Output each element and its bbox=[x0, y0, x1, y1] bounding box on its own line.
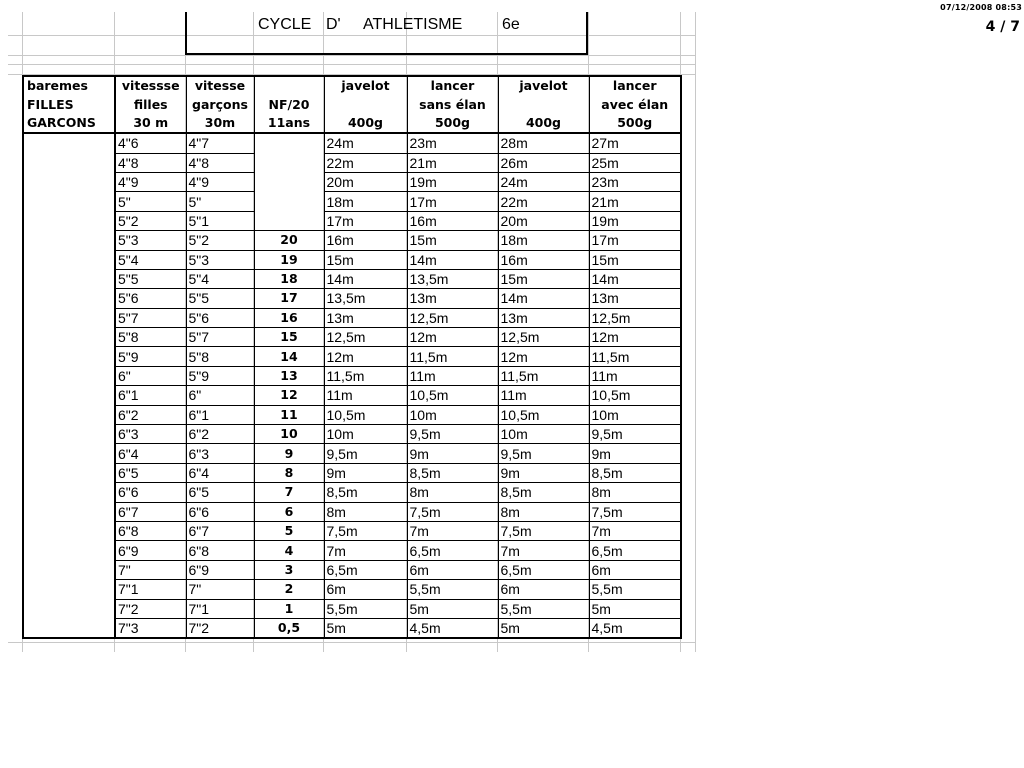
javelin-400-header: javelot bbox=[324, 76, 407, 95]
table-cell: 21m bbox=[407, 153, 498, 172]
table-cell: 7,5m bbox=[324, 521, 407, 540]
header-row bbox=[23, 95, 681, 113]
table-cell: 15m bbox=[407, 231, 498, 250]
table-cell: 18m bbox=[324, 192, 407, 211]
table-cell: 6"9 bbox=[115, 541, 186, 560]
table-cell: 4"9 bbox=[115, 172, 186, 191]
table-cell: 5,5m bbox=[498, 599, 589, 618]
title-athletisme: ATHLETISME bbox=[363, 16, 463, 33]
table-cell: 5"5 bbox=[186, 289, 254, 308]
table-cell: 6"1 bbox=[186, 405, 254, 424]
table-cell bbox=[23, 599, 115, 618]
table-cell: 9 bbox=[254, 444, 324, 463]
throw-no-runup-header: lancer bbox=[407, 76, 498, 95]
table-cell: 6"3 bbox=[186, 444, 254, 463]
table-row bbox=[23, 172, 681, 191]
table-cell: 0,5 bbox=[254, 618, 324, 638]
table-cell: 13,5m bbox=[324, 289, 407, 308]
table-cell: 6"4 bbox=[115, 444, 186, 463]
table-cell: 5"4 bbox=[115, 250, 186, 269]
table-cell: 10,5m bbox=[324, 405, 407, 424]
table-row bbox=[23, 502, 681, 521]
table-cell bbox=[23, 133, 115, 153]
table-cell: 4"6 bbox=[115, 133, 186, 153]
table-cell: 6"2 bbox=[186, 425, 254, 444]
speed-boys-header: garçons bbox=[186, 95, 254, 113]
table-cell: 7" bbox=[186, 580, 254, 599]
throw-runup-header: avec élan bbox=[589, 95, 681, 113]
table-cell bbox=[254, 153, 324, 172]
table-row bbox=[23, 328, 681, 347]
table-row bbox=[23, 211, 681, 230]
table-cell: 15m bbox=[589, 250, 681, 269]
table-row bbox=[23, 153, 681, 172]
table-cell: 18m bbox=[498, 231, 589, 250]
title-cycle: CYCLE bbox=[258, 16, 312, 33]
table-cell: 7m bbox=[498, 541, 589, 560]
table-cell bbox=[254, 133, 324, 153]
table-row bbox=[23, 192, 681, 211]
table-cell bbox=[23, 502, 115, 521]
table-cell: 7" bbox=[115, 560, 186, 579]
table-row bbox=[23, 366, 681, 385]
table-cell: 6"8 bbox=[115, 521, 186, 540]
table-cell: 16m bbox=[407, 211, 498, 230]
table-cell: 11,5m bbox=[498, 366, 589, 385]
table-cell: 9,5m bbox=[324, 444, 407, 463]
table-cell: 12,5m bbox=[407, 308, 498, 327]
table-cell: 13,5m bbox=[407, 269, 498, 288]
table-cell: 22m bbox=[324, 153, 407, 172]
table-cell bbox=[23, 521, 115, 540]
throw-runup-header: 500g bbox=[589, 114, 681, 133]
throw-runup-header: lancer bbox=[589, 76, 681, 95]
table-row bbox=[23, 599, 681, 618]
title-d: D' bbox=[326, 16, 341, 33]
table-cell: 13 bbox=[254, 366, 324, 385]
table-row bbox=[23, 250, 681, 269]
table-cell: 8,5m bbox=[589, 463, 681, 482]
table-cell: 6"8 bbox=[186, 541, 254, 560]
table-row bbox=[23, 541, 681, 560]
table-cell: 5"3 bbox=[115, 231, 186, 250]
table-cell: 9,5m bbox=[589, 425, 681, 444]
table-row bbox=[23, 425, 681, 444]
table-cell: 14m bbox=[589, 269, 681, 288]
table-cell: 6"6 bbox=[186, 502, 254, 521]
table-row bbox=[23, 483, 681, 502]
table-cell: 11m bbox=[324, 386, 407, 405]
table-row bbox=[23, 133, 681, 153]
table-cell: 5"6 bbox=[115, 289, 186, 308]
table-cell: 5"9 bbox=[115, 347, 186, 366]
table-cell: 6"5 bbox=[186, 483, 254, 502]
throw-no-runup-header: sans élan bbox=[407, 95, 498, 113]
table-cell: 20m bbox=[498, 211, 589, 230]
table-cell: 23m bbox=[589, 172, 681, 191]
javelin-400-runup-header bbox=[498, 95, 589, 113]
table-cell: 7,5m bbox=[498, 521, 589, 540]
table-cell bbox=[23, 192, 115, 211]
table-cell: 6m bbox=[498, 580, 589, 599]
table-cell: 7,5m bbox=[407, 502, 498, 521]
table-cell: 11,5m bbox=[589, 347, 681, 366]
table-cell bbox=[23, 250, 115, 269]
table-cell bbox=[23, 386, 115, 405]
table-cell: 19 bbox=[254, 250, 324, 269]
table-cell bbox=[23, 172, 115, 191]
table-cell: 9m bbox=[407, 444, 498, 463]
table-cell: 10m bbox=[324, 425, 407, 444]
table-cell bbox=[23, 153, 115, 172]
table-cell bbox=[23, 483, 115, 502]
table-cell: 14m bbox=[324, 269, 407, 288]
table-cell: 11,5m bbox=[324, 366, 407, 385]
table-cell: 10 bbox=[254, 425, 324, 444]
table-cell: 20 bbox=[254, 231, 324, 250]
table-cell: 16m bbox=[498, 250, 589, 269]
baremes-column-header: GARCONS bbox=[23, 114, 115, 133]
table-cell bbox=[23, 231, 115, 250]
table-cell: 6m bbox=[324, 580, 407, 599]
table-cell: 7m bbox=[407, 521, 498, 540]
table-cell: 5"4 bbox=[186, 269, 254, 288]
table-cell: 5"7 bbox=[186, 328, 254, 347]
table-cell: 5"2 bbox=[186, 231, 254, 250]
speed-girls-header: filles bbox=[115, 95, 186, 113]
table-cell: 5m bbox=[498, 618, 589, 638]
table-cell bbox=[23, 405, 115, 424]
table-cell: 21m bbox=[589, 192, 681, 211]
table-cell: 5"2 bbox=[115, 211, 186, 230]
table-cell: 5"1 bbox=[186, 211, 254, 230]
table-row bbox=[23, 521, 681, 540]
table-cell: 7m bbox=[324, 541, 407, 560]
table-cell: 7"3 bbox=[115, 618, 186, 638]
table-cell bbox=[23, 269, 115, 288]
table-cell: 10,5m bbox=[407, 386, 498, 405]
table-cell: 6"6 bbox=[115, 483, 186, 502]
table-cell: 6"3 bbox=[115, 425, 186, 444]
table-cell: 10,5m bbox=[498, 405, 589, 424]
table-cell: 4,5m bbox=[407, 618, 498, 638]
table-cell: 15m bbox=[498, 269, 589, 288]
table-cell: 1 bbox=[254, 599, 324, 618]
table-cell: 11m bbox=[589, 366, 681, 385]
title-grade: 6e bbox=[502, 16, 520, 33]
table-cell bbox=[23, 366, 115, 385]
table-cell: 13m bbox=[589, 289, 681, 308]
table-cell: 4"8 bbox=[115, 153, 186, 172]
table-cell: 7"1 bbox=[115, 580, 186, 599]
table-cell: 6"9 bbox=[186, 560, 254, 579]
table-cell: 28m bbox=[498, 133, 589, 153]
scoring-table bbox=[22, 75, 682, 639]
table-cell: 4"7 bbox=[186, 133, 254, 153]
table-row bbox=[23, 405, 681, 424]
table-cell: 26m bbox=[498, 153, 589, 172]
table-cell: 7"1 bbox=[186, 599, 254, 618]
header-row bbox=[23, 76, 681, 95]
table-cell: 5m bbox=[589, 599, 681, 618]
table-cell: 7"2 bbox=[186, 618, 254, 638]
table-cell bbox=[254, 192, 324, 211]
table-cell: 12m bbox=[498, 347, 589, 366]
table-cell: 6"4 bbox=[186, 463, 254, 482]
table-cell: 6"5 bbox=[115, 463, 186, 482]
table-cell: 4"8 bbox=[186, 153, 254, 172]
baremes-column-header: FILLES bbox=[23, 95, 115, 113]
table-cell: 24m bbox=[324, 133, 407, 153]
table-cell: 5 bbox=[254, 521, 324, 540]
table-row bbox=[23, 560, 681, 579]
javelin-400-runup-header: javelot bbox=[498, 76, 589, 95]
page-number: 4 / 7 bbox=[985, 19, 1020, 35]
table-cell: 5"8 bbox=[115, 328, 186, 347]
table-cell: 25m bbox=[589, 153, 681, 172]
table-cell: 12 bbox=[254, 386, 324, 405]
table-cell: 12,5m bbox=[498, 328, 589, 347]
table-cell: 10,5m bbox=[589, 386, 681, 405]
table-row bbox=[23, 269, 681, 288]
table-cell: 6"7 bbox=[186, 521, 254, 540]
speed-boys-header: vitesse bbox=[186, 76, 254, 95]
table-cell: 7 bbox=[254, 483, 324, 502]
table-cell: 15m bbox=[324, 250, 407, 269]
table-cell bbox=[23, 580, 115, 599]
table-cell: 22m bbox=[498, 192, 589, 211]
javelin-400-header: 400g bbox=[324, 114, 407, 133]
table-cell: 5"7 bbox=[115, 308, 186, 327]
table-cell: 6,5m bbox=[407, 541, 498, 560]
table-cell bbox=[23, 347, 115, 366]
table-cell: 13m bbox=[324, 308, 407, 327]
table-cell bbox=[23, 463, 115, 482]
score-header: NF/20 bbox=[254, 95, 324, 113]
table-row bbox=[23, 308, 681, 327]
table-cell: 7m bbox=[589, 521, 681, 540]
table-cell bbox=[254, 172, 324, 191]
table-cell bbox=[254, 211, 324, 230]
table-cell bbox=[23, 425, 115, 444]
table-cell: 3 bbox=[254, 560, 324, 579]
table-cell: 10m bbox=[589, 405, 681, 424]
table-cell: 8m bbox=[498, 502, 589, 521]
table-cell: 17m bbox=[589, 231, 681, 250]
table-cell: 6m bbox=[407, 560, 498, 579]
table-cell bbox=[23, 328, 115, 347]
table-cell: 24m bbox=[498, 172, 589, 191]
table-cell: 10m bbox=[498, 425, 589, 444]
table-cell: 7"2 bbox=[115, 599, 186, 618]
table-cell: 19m bbox=[589, 211, 681, 230]
table-row bbox=[23, 444, 681, 463]
table-cell: 27m bbox=[589, 133, 681, 153]
baremes-column-header: baremes bbox=[23, 76, 115, 95]
table-cell: 5m bbox=[324, 618, 407, 638]
table-cell: 4"9 bbox=[186, 172, 254, 191]
table-cell: 6" bbox=[115, 366, 186, 385]
table-cell: 13m bbox=[407, 289, 498, 308]
table-cell: 23m bbox=[407, 133, 498, 153]
throw-no-runup-header: 500g bbox=[407, 114, 498, 133]
table-cell: 6,5m bbox=[498, 560, 589, 579]
table-cell: 7,5m bbox=[589, 502, 681, 521]
table-cell: 15 bbox=[254, 328, 324, 347]
table-cell: 5"3 bbox=[186, 250, 254, 269]
table-cell: 8m bbox=[589, 483, 681, 502]
table-cell: 12m bbox=[407, 328, 498, 347]
table-cell bbox=[23, 444, 115, 463]
table-cell: 4 bbox=[254, 541, 324, 560]
table-cell: 2 bbox=[254, 580, 324, 599]
table-cell: 10m bbox=[407, 405, 498, 424]
table-cell: 8 bbox=[254, 463, 324, 482]
table-cell bbox=[23, 560, 115, 579]
table-cell bbox=[23, 211, 115, 230]
table-cell: 17m bbox=[407, 192, 498, 211]
spreadsheet-page bbox=[8, 12, 696, 652]
table-cell: 5"9 bbox=[186, 366, 254, 385]
table-cell: 6"2 bbox=[115, 405, 186, 424]
table-cell: 5"5 bbox=[115, 269, 186, 288]
table-cell: 8,5m bbox=[498, 483, 589, 502]
javelin-400-header bbox=[324, 95, 407, 113]
table-cell: 6"1 bbox=[115, 386, 186, 405]
table-cell: 6,5m bbox=[589, 541, 681, 560]
table-cell: 5,5m bbox=[324, 599, 407, 618]
speed-boys-header: 30m bbox=[186, 114, 254, 133]
table-row bbox=[23, 231, 681, 250]
score-header bbox=[254, 76, 324, 95]
table-cell: 12,5m bbox=[589, 308, 681, 327]
table-cell: 8,5m bbox=[407, 463, 498, 482]
table-cell: 20m bbox=[324, 172, 407, 191]
table-cell: 5" bbox=[186, 192, 254, 211]
table-cell: 17 bbox=[254, 289, 324, 308]
speed-girls-header: 30 m bbox=[115, 114, 186, 133]
table-row bbox=[23, 347, 681, 366]
table-cell: 8,5m bbox=[324, 483, 407, 502]
table-cell: 17m bbox=[324, 211, 407, 230]
print-timestamp: 07/12/2008 08:53 bbox=[940, 3, 1022, 12]
table-cell: 12m bbox=[589, 328, 681, 347]
table-cell bbox=[23, 541, 115, 560]
table-cell bbox=[23, 308, 115, 327]
table-row bbox=[23, 618, 681, 638]
table-cell: 12,5m bbox=[324, 328, 407, 347]
table-cell: 11 bbox=[254, 405, 324, 424]
table-cell: 13m bbox=[498, 308, 589, 327]
table-cell: 5m bbox=[407, 599, 498, 618]
table-cell: 5" bbox=[115, 192, 186, 211]
table-cell: 6" bbox=[186, 386, 254, 405]
table-cell: 14m bbox=[407, 250, 498, 269]
table-cell: 14m bbox=[498, 289, 589, 308]
table-cell: 14 bbox=[254, 347, 324, 366]
table-cell: 11m bbox=[498, 386, 589, 405]
table-row bbox=[23, 463, 681, 482]
table-cell: 18 bbox=[254, 269, 324, 288]
table-cell: 6,5m bbox=[324, 560, 407, 579]
table-cell: 5"8 bbox=[186, 347, 254, 366]
header-row bbox=[23, 114, 681, 133]
table-cell: 16m bbox=[324, 231, 407, 250]
table-cell: 5,5m bbox=[407, 580, 498, 599]
table-cell: 12m bbox=[324, 347, 407, 366]
table-cell: 4,5m bbox=[589, 618, 681, 638]
table-cell bbox=[23, 289, 115, 308]
table-cell: 6m bbox=[589, 560, 681, 579]
table-row bbox=[23, 289, 681, 308]
table-cell: 9,5m bbox=[498, 444, 589, 463]
table-cell: 5,5m bbox=[589, 580, 681, 599]
table-cell: 8m bbox=[324, 502, 407, 521]
table-cell: 8m bbox=[407, 483, 498, 502]
table-cell: 11,5m bbox=[407, 347, 498, 366]
table-cell: 6 bbox=[254, 502, 324, 521]
table-row bbox=[23, 580, 681, 599]
table-cell: 9m bbox=[498, 463, 589, 482]
score-header: 11ans bbox=[254, 114, 324, 133]
table-cell: 11m bbox=[407, 366, 498, 385]
table-cell: 9m bbox=[589, 444, 681, 463]
javelin-400-runup-header: 400g bbox=[498, 114, 589, 133]
table-cell: 16 bbox=[254, 308, 324, 327]
table-row bbox=[23, 386, 681, 405]
speed-girls-header: vitessse bbox=[115, 76, 186, 95]
table-cell bbox=[23, 618, 115, 638]
table-cell: 6"7 bbox=[115, 502, 186, 521]
table-cell: 9,5m bbox=[407, 425, 498, 444]
table-cell: 5"6 bbox=[186, 308, 254, 327]
table-cell: 9m bbox=[324, 463, 407, 482]
table-cell: 19m bbox=[407, 172, 498, 191]
